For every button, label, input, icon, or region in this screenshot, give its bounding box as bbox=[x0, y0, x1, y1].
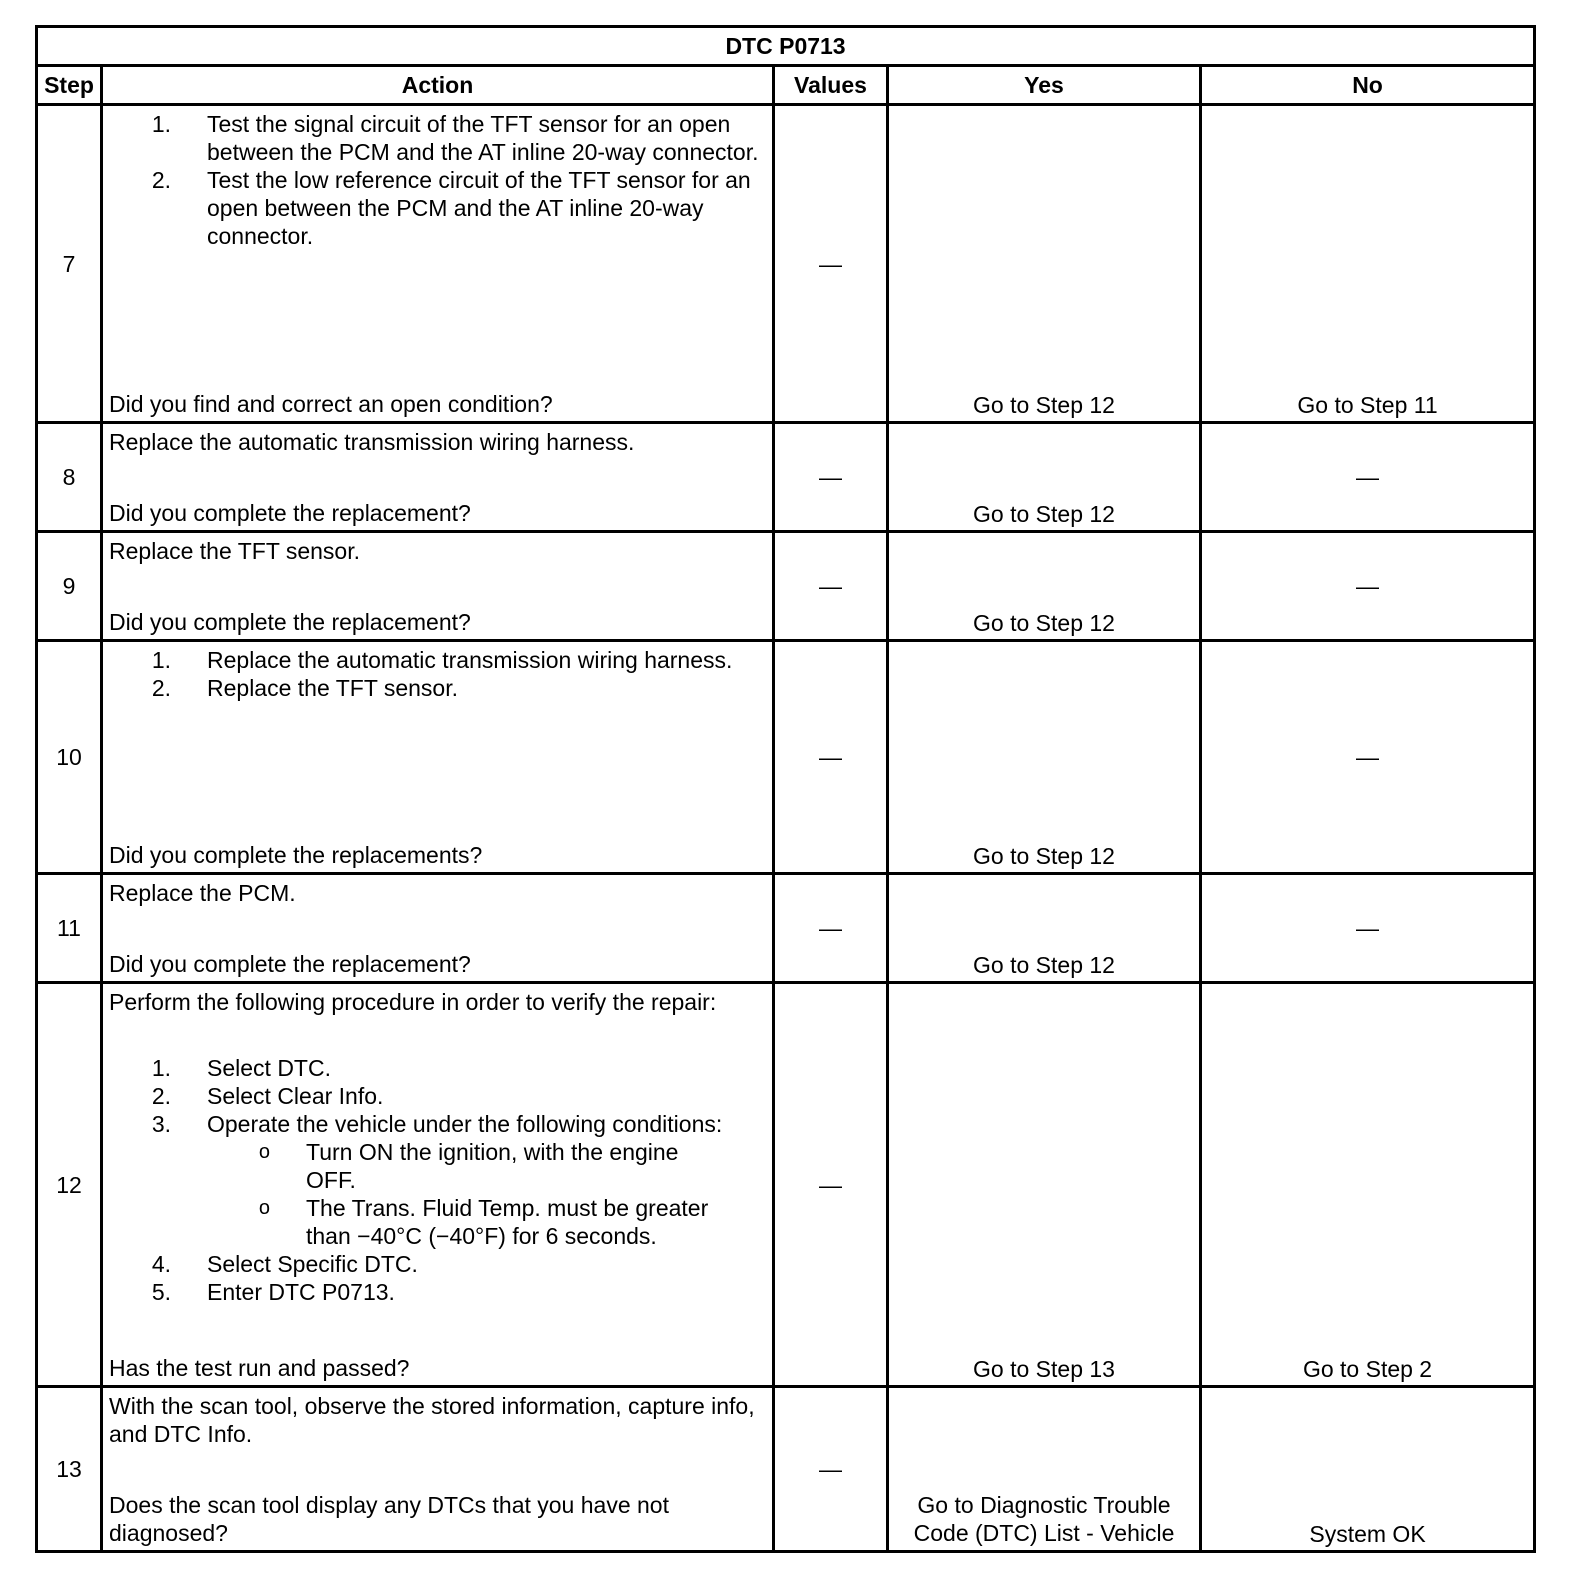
no-cell: System OK bbox=[1201, 1387, 1535, 1552]
action-text: Perform the following procedure in order to verify the repair: bbox=[109, 989, 717, 1015]
values-cell: — bbox=[774, 1387, 888, 1552]
action-question: Did you complete the replacement? bbox=[109, 951, 471, 977]
action-question: Did you complete the replacement? bbox=[109, 500, 471, 526]
action-question: Has the test run and passed? bbox=[109, 1355, 410, 1381]
yes-cell: Go to Step 12 bbox=[888, 423, 1201, 532]
header-values: Values bbox=[774, 66, 888, 105]
dtc-table bbox=[35, 25, 1536, 1553]
yes-cell bbox=[888, 1387, 1201, 1552]
no-cell: Go to Step 11 bbox=[1201, 105, 1535, 423]
procedure-list bbox=[109, 110, 766, 250]
header-no: No bbox=[1201, 66, 1535, 105]
list-item: 1. Test the signal circuit of the TFT sensor for an open between the PCM and the AT inline 20-way connector. bbox=[151, 111, 759, 165]
bullet-icon: o bbox=[258, 1141, 270, 1163]
values-cell: — bbox=[774, 641, 888, 874]
header-action: Action bbox=[102, 66, 774, 105]
no-cell: — bbox=[1201, 641, 1535, 874]
action-cell bbox=[102, 641, 774, 874]
action-cell bbox=[102, 983, 774, 1387]
action-question: Did you complete the replacements? bbox=[109, 842, 483, 868]
list-item: 4. Select Specific DTC. bbox=[151, 1251, 418, 1277]
table-row bbox=[37, 532, 1535, 641]
header-row bbox=[37, 66, 1535, 105]
no-cell: — bbox=[1201, 874, 1535, 983]
action-cell bbox=[102, 874, 774, 983]
yes-cell: Go to Step 12 bbox=[888, 874, 1201, 983]
table-row bbox=[37, 423, 1535, 532]
list-item: 3. Operate the vehicle under the following conditions: bbox=[151, 1111, 723, 1137]
sub-list bbox=[109, 1138, 766, 1250]
table-row bbox=[37, 874, 1535, 983]
procedure-list-continued bbox=[109, 1250, 766, 1306]
action-text: Replace the automatic transmission wiring harness. bbox=[109, 429, 635, 455]
yes-cell: Go to Step 13 bbox=[888, 983, 1201, 1387]
yes-link: Go to Diagnostic Trouble Code (DTC) List - Vehicle bbox=[913, 1492, 1175, 1546]
action-cell bbox=[102, 532, 774, 641]
action-question: Does the scan tool display any DTCs that you have not diagnosed? bbox=[109, 1492, 669, 1546]
sub-list-item: o The Trans. Fluid Temp. must be greater than −40°C (−40°F) for 6 seconds. bbox=[109, 1194, 766, 1250]
action-cell bbox=[102, 1387, 774, 1552]
list-item: 5. Enter DTC P0713. bbox=[151, 1279, 395, 1305]
step-number: 12 bbox=[37, 983, 102, 1387]
step-number: 7 bbox=[37, 105, 102, 423]
list-item: 2. Select Clear Info. bbox=[151, 1083, 384, 1109]
no-cell: — bbox=[1201, 423, 1535, 532]
table-row bbox=[37, 641, 1535, 874]
yes-cell: Go to Step 12 bbox=[888, 532, 1201, 641]
action-cell bbox=[102, 423, 774, 532]
procedure-list bbox=[109, 1054, 766, 1138]
values-cell: — bbox=[774, 874, 888, 983]
step-number: 10 bbox=[37, 641, 102, 874]
table-row bbox=[37, 983, 1535, 1387]
list-item: 2. Replace the TFT sensor. bbox=[151, 675, 459, 701]
values-cell: — bbox=[774, 105, 888, 423]
list-item: 1. Select DTC. bbox=[151, 1055, 331, 1081]
action-text: Replace the TFT sensor. bbox=[109, 538, 361, 564]
action-text: Replace the PCM. bbox=[109, 880, 296, 906]
step-number: 9 bbox=[37, 532, 102, 641]
action-question: Did you find and correct an open condition? bbox=[109, 391, 553, 417]
procedure-list bbox=[109, 646, 766, 702]
action-cell bbox=[102, 105, 774, 423]
step-number: 11 bbox=[37, 874, 102, 983]
header-step: Step bbox=[37, 66, 102, 105]
step-number: 13 bbox=[37, 1387, 102, 1552]
no-cell: — bbox=[1201, 532, 1535, 641]
step-number: 8 bbox=[37, 423, 102, 532]
values-cell: — bbox=[774, 532, 888, 641]
table-row bbox=[37, 105, 1535, 423]
yes-cell: Go to Step 12 bbox=[888, 105, 1201, 423]
action-text: With the scan tool, observe the stored information, capture info, and DTC Info. bbox=[109, 1393, 755, 1447]
table-row bbox=[37, 1387, 1535, 1552]
header-yes: Yes bbox=[888, 66, 1201, 105]
no-cell: Go to Step 2 bbox=[1201, 983, 1535, 1387]
values-cell: — bbox=[774, 423, 888, 532]
yes-cell: Go to Step 12 bbox=[888, 641, 1201, 874]
list-item: 2. Test the low reference circuit of the TFT sensor for an open between the PCM and the AT inline 20-way connector. bbox=[151, 167, 751, 249]
table-title: DTC P0713 bbox=[37, 27, 1535, 66]
list-item: 1. Replace the automatic transmission wiring harness. bbox=[151, 647, 733, 673]
action-question: Did you complete the replacement? bbox=[109, 609, 471, 635]
bullet-icon: o bbox=[258, 1197, 270, 1219]
values-cell: — bbox=[774, 983, 888, 1387]
sub-list-item: o Turn ON the ignition, with the engine OFF. bbox=[109, 1138, 766, 1194]
